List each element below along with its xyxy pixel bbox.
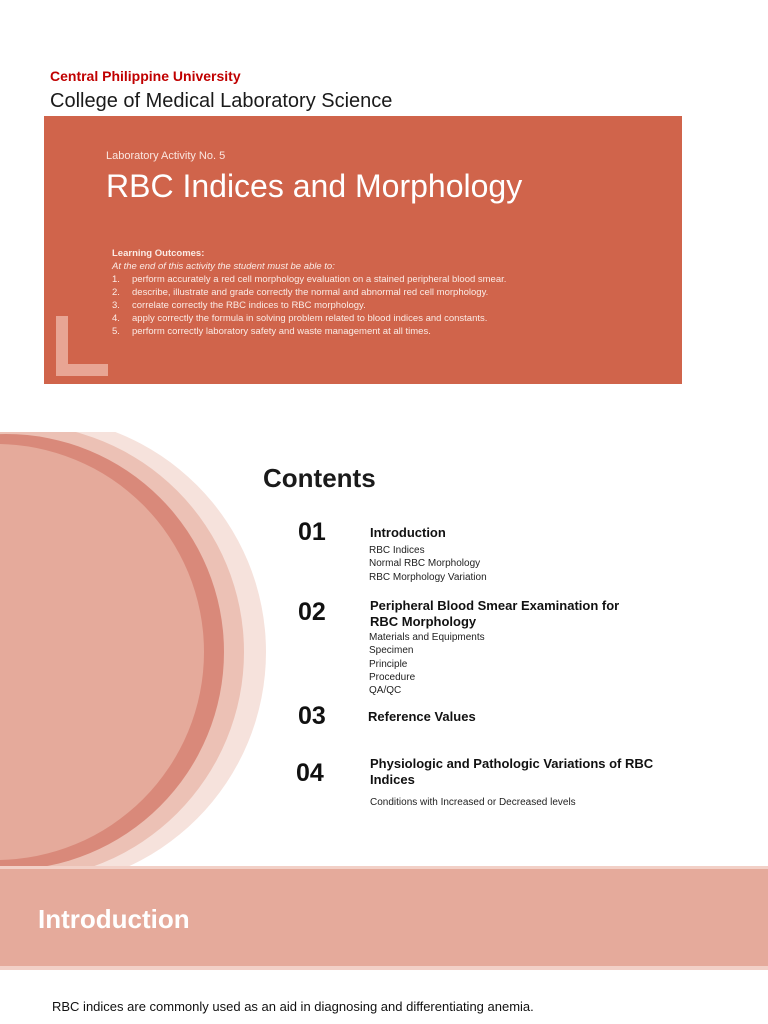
outcome-number: 2. (112, 287, 120, 298)
outcome-text: describe, illustrate and grade correctly the normal and abnormal red cell morphology. (132, 287, 489, 298)
learning-outcome-item (112, 325, 672, 338)
learning-outcome-item (112, 299, 672, 312)
banner-top-line (0, 866, 768, 869)
section-number: 02 (298, 598, 326, 626)
learning-outcomes (112, 247, 672, 338)
subtopic: QA/QC (369, 685, 402, 697)
section-subtopics (370, 796, 576, 809)
outcome-number: 1. (112, 274, 120, 285)
section-title: Peripheral Blood Smear Examination for RBC Morphology (370, 598, 620, 629)
learning-outcome-item (112, 312, 672, 325)
outcome-text: apply correctly the formula in solving problem related to blood indices and constants. (132, 313, 488, 324)
decorative-l-shape (54, 316, 110, 376)
learning-outcome-item (112, 286, 672, 299)
subtopic: RBC Indices (369, 545, 425, 556)
outcome-text: perform accurately a red cell morphology evaluation on a stained peripheral blood smear. (132, 274, 507, 285)
subtopic: Procedure (369, 671, 416, 683)
subtopic: Normal RBC Morphology (369, 558, 481, 570)
outcome-text: correlate correctly the RBC indices to RBC morphology. (132, 300, 366, 311)
section-title: Reference Values (368, 709, 476, 724)
section-subtopics (369, 631, 485, 697)
subtopic: Specimen (369, 645, 414, 657)
outcome-number: 4. (112, 313, 120, 324)
college-name: College of Medical Laboratory Science (50, 90, 393, 112)
subtopic: Conditions with Increased or Decreased levels (370, 797, 576, 808)
section-title: Introduction (370, 525, 446, 540)
activity-number: Laboratory Activity No. 5 (106, 150, 226, 162)
section-title: Physiologic and Pathologic Variations of RBC Indices (370, 756, 654, 787)
banner-bottom-line (0, 966, 768, 970)
section-subtopics (369, 544, 487, 584)
activity-banner (44, 116, 682, 384)
outcome-number: 5. (112, 326, 120, 337)
section-number: 03 (298, 702, 326, 730)
outcome-number: 3. (112, 300, 120, 311)
university-name: Central Philippine University (50, 68, 241, 84)
subtopic: Materials and Equipments (369, 632, 485, 643)
contents-title: Contents (263, 463, 376, 493)
learning-outcome-item (112, 273, 672, 286)
subtopic: RBC Morphology Variation (369, 571, 487, 583)
outcome-text: perform correctly laboratory safety and waste management at all times. (132, 326, 431, 337)
section-number: 04 (296, 759, 324, 787)
introduction-heading: Introduction (38, 904, 190, 934)
subtopic: Principle (369, 658, 408, 670)
section-number: 01 (298, 518, 326, 546)
activity-title: RBC Indices and Morphology (106, 168, 523, 204)
decorative-circles (0, 432, 300, 872)
introduction-text: RBC indices are commonly used as an aid in diagnosing and differentiating anemia. (52, 999, 534, 1014)
learning-outcomes-heading: Learning Outcomes: (112, 248, 205, 259)
introduction-banner (0, 866, 768, 970)
learning-outcomes-intro: At the end of this activity the student must be able to: (112, 261, 335, 272)
